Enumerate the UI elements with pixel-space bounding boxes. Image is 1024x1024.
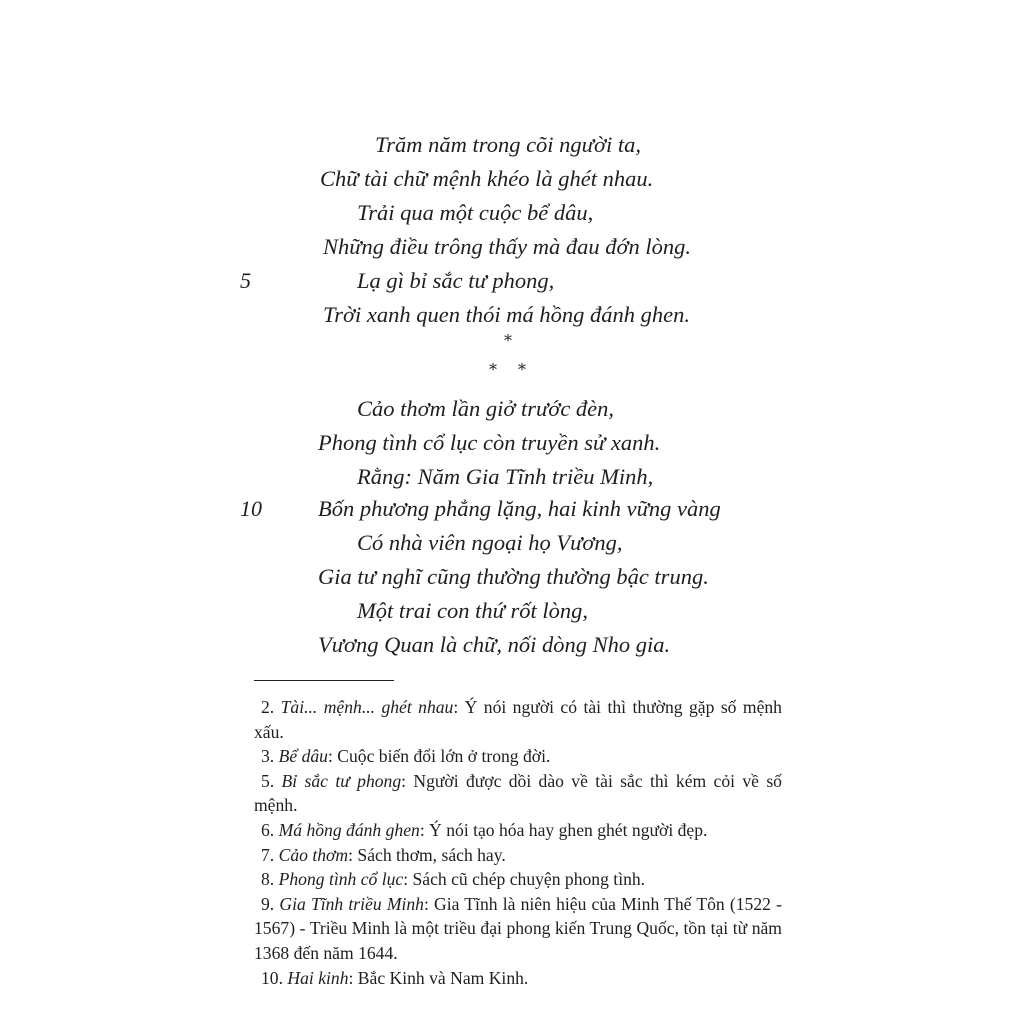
footnote-number: 3.	[261, 746, 275, 767]
footnote-item	[254, 966, 782, 991]
footnote-number: 6.	[261, 819, 275, 840]
footnote-item	[254, 818, 782, 843]
section-divider-star: *	[504, 331, 512, 350]
footnote-number: 2.	[261, 697, 275, 717]
verse-line-12: Gia tư nghĩ cũng thường thường bậc trung.	[318, 564, 709, 589]
verse-line-14: Vương Quan là chữ, nối dòng Nho gia.	[318, 632, 671, 657]
footnote-text: : Gia Tĩnh là niên hiệu của Minh Thế Tôn (1522 - 1567) - Triều Minh là một triều đại phong kiến Trung Quốc, tồn tại từ năm 1368 đến năm 1644.	[254, 893, 782, 963]
line-number-10: 10	[240, 496, 262, 521]
footnote-item	[254, 867, 782, 892]
footnote-term: Bể dâu	[278, 746, 328, 767]
verse-line-6: Trời xanh quen thói má hồng đánh ghen.	[323, 302, 690, 327]
verse-line-8: Phong tình cổ lục còn truyền sử xanh.	[318, 430, 661, 455]
footnote-text: : Cuộc biến đổi lớn ở trong đời.	[327, 746, 551, 767]
footnote-text: : Sách cũ chép chuyện phong tình.	[403, 869, 646, 890]
footnote-term: Gia Tĩnh triều Minh	[279, 893, 424, 914]
section-divider-star: *	[489, 360, 497, 379]
footnote-term: Cảo thơm	[278, 844, 349, 865]
footnote-number: 9.	[261, 893, 275, 914]
verse-line-2: Chữ tài chữ mệnh khéo là ghét nhau.	[320, 166, 654, 191]
footnote-text: : Ý nói người có tài thì thường gặp số mệnh xấu.	[254, 697, 782, 742]
line-number-5: 5	[240, 268, 251, 293]
verse-line-9: Rằng: Năm Gia Tĩnh triều Minh,	[357, 464, 654, 489]
verse-line-5: Lạ gì bỉ sắc tư phong,	[357, 268, 555, 293]
footnote-term: Hai kinh	[287, 967, 349, 988]
footnote-item	[254, 695, 782, 744]
footnote-separator	[254, 680, 394, 681]
verse-line-3: Trải qua một cuộc bể dâu,	[357, 200, 594, 225]
section-divider-star: *	[518, 360, 526, 379]
footnote-item	[254, 769, 782, 818]
footnote-number: 10.	[261, 967, 283, 988]
footnote-text: : Bắc Kinh và Nam Kinh.	[348, 967, 529, 988]
verse-line-10: Bốn phương phẳng lặng, hai kinh vững vàng	[318, 496, 721, 521]
footnote-number: 5.	[261, 770, 275, 791]
footnote-text: : Người được dồi dào về tài sắc thì kém cỏi về số mệnh.	[254, 770, 782, 816]
footnotes	[254, 695, 782, 990]
verse-line-11: Có nhà viên ngoại họ Vương,	[357, 530, 623, 555]
footnote-term: Tài... mệnh... ghét nhau	[280, 697, 454, 717]
footnote-text: : Ý nói tạo hóa hay ghen ghét người đẹp.	[419, 819, 708, 840]
footnote-item	[254, 892, 782, 966]
footnote-number: 7.	[261, 844, 275, 865]
verse-line-7: Cảo thơm lần giở trước đèn,	[357, 396, 615, 421]
footnote-text: : Sách thơm, sách hay.	[348, 844, 506, 865]
footnote-item	[254, 744, 782, 769]
footnote-term: Má hồng đánh ghen	[278, 819, 420, 840]
verse-line-4: Những điều trông thấy mà đau đớn lòng.	[323, 234, 692, 259]
footnote-item	[254, 843, 782, 868]
verse-line-1: Trăm năm trong cõi người ta,	[375, 132, 641, 157]
footnote-term: Bỉ sắc tư phong	[281, 770, 402, 791]
footnote-number: 8.	[261, 869, 275, 890]
footnote-term: Phong tình cổ lục	[278, 869, 404, 890]
verse-line-13: Một trai con thứ rốt lòng,	[357, 598, 589, 623]
